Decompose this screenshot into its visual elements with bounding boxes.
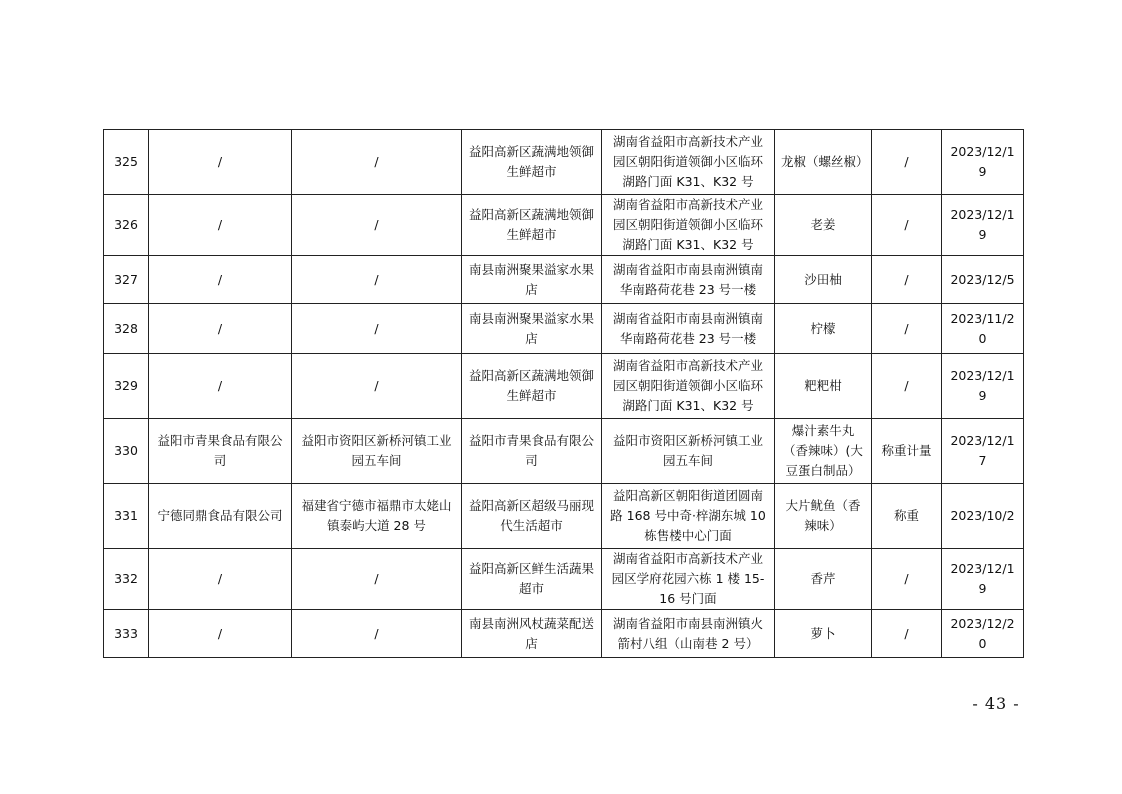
cell-serial-number: 331 bbox=[104, 484, 149, 549]
cell-manufacturer: 益阳市青果食品有限公司 bbox=[149, 419, 292, 484]
cell-specification: / bbox=[872, 610, 942, 658]
cell-serial-number: 332 bbox=[104, 549, 149, 610]
table-row bbox=[104, 256, 1024, 304]
cell-serial-number: 327 bbox=[104, 256, 149, 304]
cell-manufacturer-address: 益阳市资阳区新桥河镇工业园五车间 bbox=[292, 419, 462, 484]
cell-product-name: 柠檬 bbox=[775, 304, 872, 354]
cell-specification: / bbox=[872, 354, 942, 419]
table-row bbox=[104, 419, 1024, 484]
cell-serial-number: 326 bbox=[104, 195, 149, 256]
cell-serial-number: 333 bbox=[104, 610, 149, 658]
cell-product-name: 大片鱿鱼（香辣味） bbox=[775, 484, 872, 549]
cell-manufacturer: 宁德同鼎食品有限公司 bbox=[149, 484, 292, 549]
cell-production-date: 2023/12/19 bbox=[942, 354, 1024, 419]
cell-sampled-unit-address: 益阳高新区朝阳街道团圆南路 168 号中奇·梓湖东城 10 栋售楼中心门面 bbox=[602, 484, 775, 549]
cell-sampled-unit: 南县南洲聚果溢家水果店 bbox=[462, 304, 602, 354]
cell-manufacturer: / bbox=[149, 354, 292, 419]
cell-serial-number: 328 bbox=[104, 304, 149, 354]
cell-manufacturer-address: / bbox=[292, 610, 462, 658]
cell-manufacturer: / bbox=[149, 195, 292, 256]
cell-manufacturer-address: / bbox=[292, 195, 462, 256]
cell-specification: 称重 bbox=[872, 484, 942, 549]
cell-product-name: 龙椒（螺丝椒） bbox=[775, 130, 872, 195]
table-row bbox=[104, 484, 1024, 549]
cell-sampled-unit-address: 湖南省益阳市南县南洲镇南华南路荷花巷 23 号一楼 bbox=[602, 256, 775, 304]
cell-production-date: 2023/12/17 bbox=[942, 419, 1024, 484]
cell-specification: / bbox=[872, 549, 942, 610]
cell-production-date: 2023/12/19 bbox=[942, 195, 1024, 256]
cell-sampled-unit: 益阳高新区蔬满地领御生鲜超市 bbox=[462, 130, 602, 195]
cell-sampled-unit: 南县南洲聚果溢家水果店 bbox=[462, 256, 602, 304]
cell-manufacturer-address: / bbox=[292, 304, 462, 354]
cell-specification: / bbox=[872, 195, 942, 256]
cell-product-name: 粑粑柑 bbox=[775, 354, 872, 419]
cell-manufacturer: / bbox=[149, 256, 292, 304]
cell-specification: 称重计量 bbox=[872, 419, 942, 484]
cell-serial-number: 325 bbox=[104, 130, 149, 195]
cell-product-name: 香芹 bbox=[775, 549, 872, 610]
table-row bbox=[104, 549, 1024, 610]
cell-sampled-unit: 益阳高新区蔬满地领御生鲜超市 bbox=[462, 354, 602, 419]
table-row bbox=[104, 610, 1024, 658]
cell-sampled-unit: 南县南洲风杖蔬菜配送店 bbox=[462, 610, 602, 658]
table-row bbox=[104, 354, 1024, 419]
cell-manufacturer-address: / bbox=[292, 256, 462, 304]
sampling-results-table bbox=[103, 129, 1024, 658]
cell-production-date: 2023/12/20 bbox=[942, 610, 1024, 658]
cell-product-name: 沙田柚 bbox=[775, 256, 872, 304]
cell-production-date: 2023/10/2 bbox=[942, 484, 1024, 549]
table-body bbox=[104, 130, 1024, 658]
table-row bbox=[104, 304, 1024, 354]
cell-manufacturer: / bbox=[149, 130, 292, 195]
cell-manufacturer: / bbox=[149, 304, 292, 354]
cell-product-name: 爆汁素牛丸（香辣味）(大豆蛋白制品） bbox=[775, 419, 872, 484]
cell-manufacturer-address: 福建省宁德市福鼎市太姥山镇泰屿大道 28 号 bbox=[292, 484, 462, 549]
cell-manufacturer: / bbox=[149, 610, 292, 658]
cell-production-date: 2023/11/20 bbox=[942, 304, 1024, 354]
cell-sampled-unit: 益阳高新区蔬满地领御生鲜超市 bbox=[462, 195, 602, 256]
cell-sampled-unit-address: 湖南省益阳市南县南洲镇南华南路荷花巷 23 号一楼 bbox=[602, 304, 775, 354]
cell-manufacturer-address: / bbox=[292, 354, 462, 419]
cell-specification: / bbox=[872, 256, 942, 304]
cell-sampled-unit-address: 益阳市资阳区新桥河镇工业园五车间 bbox=[602, 419, 775, 484]
cell-product-name: 老姜 bbox=[775, 195, 872, 256]
cell-sampled-unit: 益阳高新区超级马丽现代生活超市 bbox=[462, 484, 602, 549]
table-row bbox=[104, 130, 1024, 195]
cell-sampled-unit-address: 湖南省益阳市高新技术产业园区学府花园六栋 1 楼 15-16 号门面 bbox=[602, 549, 775, 610]
cell-production-date: 2023/12/19 bbox=[942, 130, 1024, 195]
cell-sampled-unit-address: 湖南省益阳市高新技术产业园区朝阳街道领御小区临环湖路门面 K31、K32 号 bbox=[602, 354, 775, 419]
cell-production-date: 2023/12/5 bbox=[942, 256, 1024, 304]
cell-sampled-unit: 益阳高新区鲜生活蔬果超市 bbox=[462, 549, 602, 610]
cell-serial-number: 329 bbox=[104, 354, 149, 419]
cell-sampled-unit-address: 湖南省益阳市南县南洲镇火箭村八组（山南巷 2 号） bbox=[602, 610, 775, 658]
table-row bbox=[104, 195, 1024, 256]
cell-production-date: 2023/12/19 bbox=[942, 549, 1024, 610]
cell-specification: / bbox=[872, 130, 942, 195]
page-number: - 43 - bbox=[972, 694, 1020, 713]
cell-specification: / bbox=[872, 304, 942, 354]
cell-serial-number: 330 bbox=[104, 419, 149, 484]
cell-sampled-unit-address: 湖南省益阳市高新技术产业园区朝阳街道领御小区临环湖路门面 K31、K32 号 bbox=[602, 195, 775, 256]
cell-manufacturer-address: / bbox=[292, 130, 462, 195]
cell-product-name: 萝卜 bbox=[775, 610, 872, 658]
cell-manufacturer: / bbox=[149, 549, 292, 610]
cell-sampled-unit: 益阳市青果食品有限公司 bbox=[462, 419, 602, 484]
cell-manufacturer-address: / bbox=[292, 549, 462, 610]
cell-sampled-unit-address: 湖南省益阳市高新技术产业园区朝阳街道领御小区临环湖路门面 K31、K32 号 bbox=[602, 130, 775, 195]
